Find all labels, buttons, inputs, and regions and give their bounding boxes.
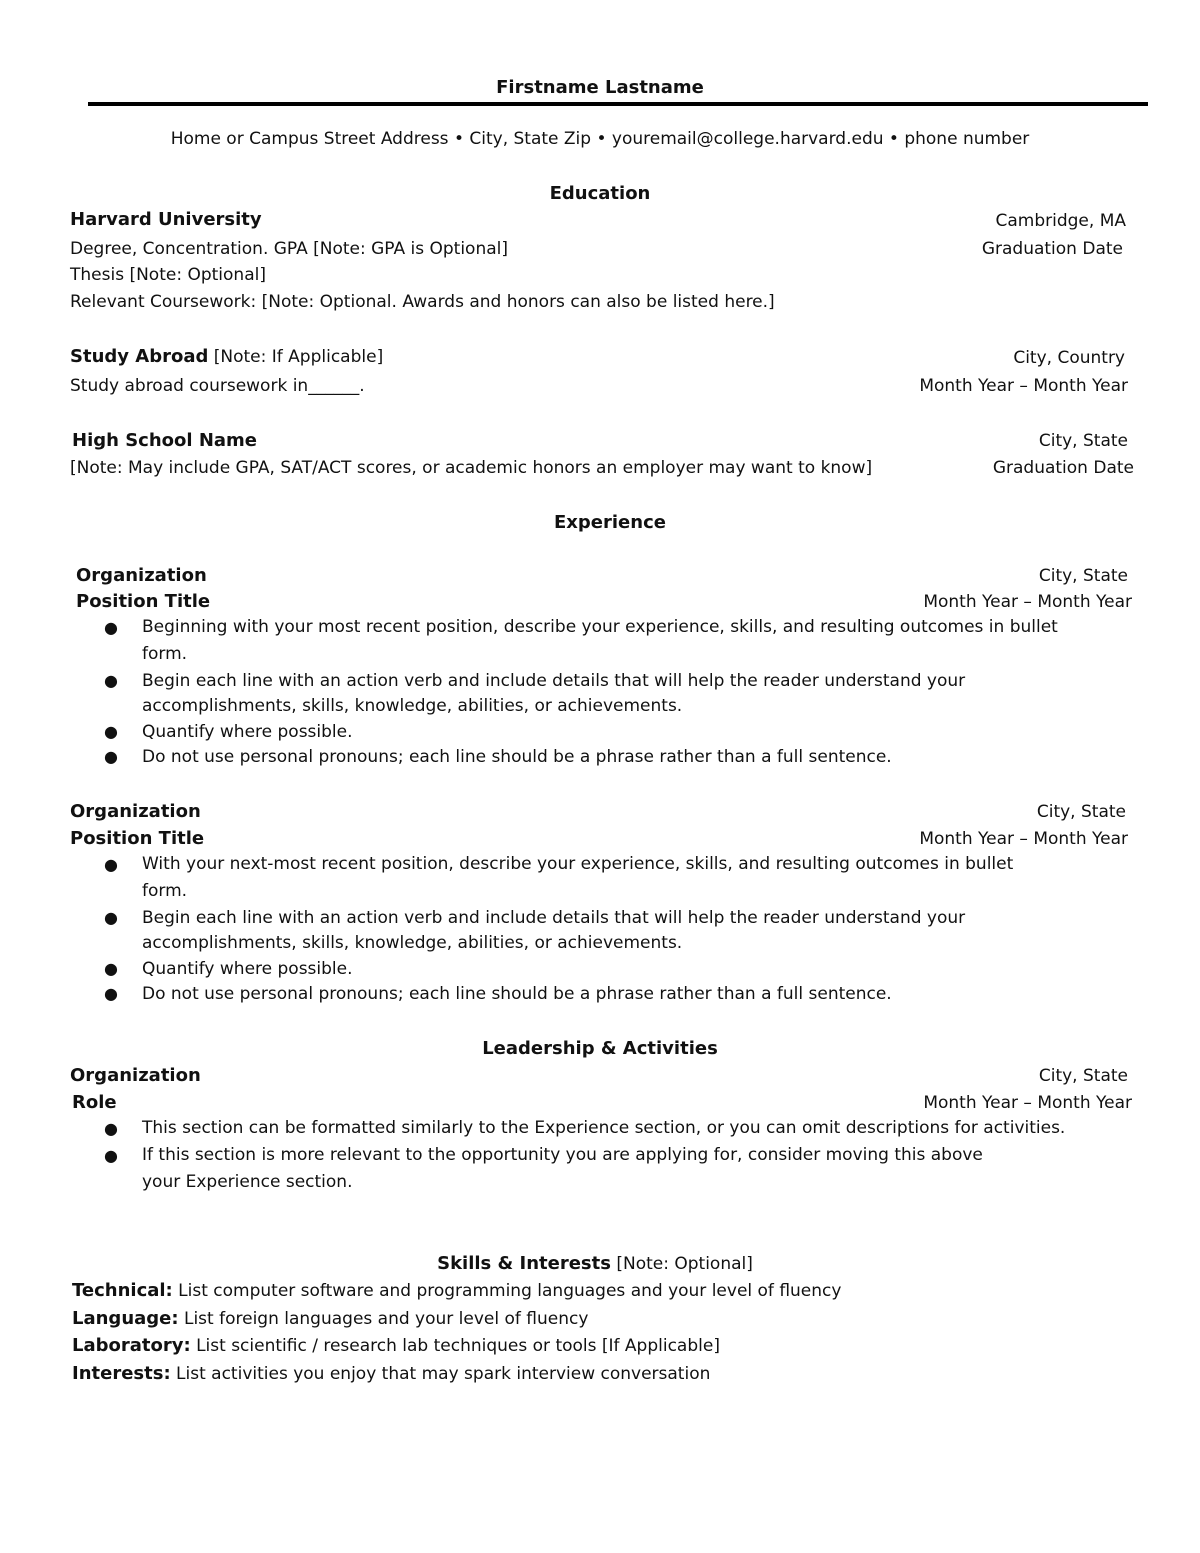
bullet-icon: ● (104, 908, 118, 927)
leadership-organization: Organization (70, 1065, 201, 1086)
skills-language: Language: List foreign languages and your level of fluency (72, 1308, 589, 1329)
job2-organization: Organization (70, 801, 201, 822)
job2-bullet-1: With your next-most recent position, describe your experience, skills, and resulting outcomes in bullet form. (142, 854, 1014, 901)
abroad-title: Study Abroad (70, 346, 209, 367)
harvard-degree: Degree, Concentration. GPA [Note: GPA is Optional] (70, 239, 508, 259)
job2-dates: Month Year – Month Year (919, 829, 1128, 849)
job2-bullet-4: Do not use personal pronouns; each line should be a phrase rather than a full sentence. (142, 984, 892, 1004)
job1-bullet-1: Beginning with your most recent position, describe your experience, skills, and resulting outcomes in bullet form. (142, 617, 1058, 664)
highschool-name: High School Name (72, 430, 257, 451)
skills-interests: Interests: List activities you enjoy that may spark interview conversation (72, 1363, 711, 1384)
header-rule (88, 102, 1148, 106)
abroad-dates: Month Year – Month Year (919, 376, 1128, 396)
harvard-location: Cambridge, MA (995, 211, 1126, 231)
leadership-dates: Month Year – Month Year (923, 1093, 1132, 1113)
leadership-location: City, State (1038, 1066, 1128, 1086)
job1-title: Position Title (76, 591, 211, 612)
contact-line: Home or Campus Street Address • City, State Zip • youremail@college.harvard.edu • phone number (170, 129, 1030, 149)
abroad-title-line (70, 348, 383, 366)
harvard-thesis: Thesis [Note: Optional] (70, 265, 266, 285)
abroad-coursework: Study abroad coursework in______. (70, 376, 365, 396)
experience-heading: Experience (554, 512, 666, 533)
bullet-icon: ● (104, 722, 118, 741)
bullet-icon: ● (104, 1146, 118, 1165)
harvard-coursework: Relevant Coursework: [Note: Optional. Awards and honors can also be listed here.] (70, 292, 775, 312)
job1-location: City, State (1038, 566, 1128, 586)
bullet-icon: ● (104, 618, 118, 637)
job1-organization: Organization (76, 565, 207, 586)
job1-bullet-3: Quantify where possible. (142, 722, 353, 742)
abroad-location: City, Country (1013, 348, 1125, 368)
job2-location: City, State (1036, 802, 1126, 822)
job2-bullet-2: Begin each line with an action verb and include details that will help the reader understand your accomplishments, skills, knowledge, abilities, or achievements. (142, 908, 966, 953)
highschool-location: City, State (1038, 431, 1128, 451)
bullet-icon: ● (104, 671, 118, 690)
abroad-note: [Note: If Applicable] (208, 347, 384, 367)
job1-bullet-2: Begin each line with an action verb and include details that will help the reader understand your accomplishments, skills, knowledge, abilities, or achievements. (142, 671, 966, 716)
harvard-date: Graduation Date (981, 239, 1123, 259)
leadership-heading: Leadership & Activities (482, 1038, 718, 1059)
leadership-bullet-1: This section can be formatted similarly to the Experience section, or you can omit descriptions for activities. (142, 1118, 1066, 1138)
bullet-icon: ● (104, 959, 118, 978)
job1-dates: Month Year – Month Year (923, 592, 1132, 612)
harvard-school: Harvard University (70, 209, 262, 230)
resume-name: Firstname Lastname (496, 77, 704, 98)
skills-heading-line (0, 1255, 1190, 1273)
skills-heading: Skills & Interests (437, 1253, 611, 1274)
highschool-note: [Note: May include GPA, SAT/ACT scores, or academic honors an employer may want to know] (70, 458, 873, 478)
education-heading: Education (549, 183, 651, 204)
highschool-date: Graduation Date (992, 458, 1134, 478)
job2-bullet-3: Quantify where possible. (142, 959, 353, 979)
bullet-icon: ● (104, 855, 118, 874)
leadership-role: Role (72, 1092, 117, 1113)
bullet-icon: ● (104, 984, 118, 1003)
skills-laboratory: Laboratory: List scientific / research lab techniques or tools [If Applicable] (72, 1335, 720, 1356)
skills-heading-note: [Note: Optional] (610, 1254, 753, 1274)
bullet-icon: ● (104, 747, 118, 766)
job1-bullet-4: Do not use personal pronouns; each line should be a phrase rather than a full sentence. (142, 747, 892, 767)
bullet-icon: ● (104, 1119, 118, 1138)
skills-technical: Technical: List computer software and programming languages and your level of fluency (72, 1280, 842, 1301)
job2-title: Position Title (70, 828, 205, 849)
leadership-bullet-2: If this section is more relevant to the opportunity you are applying for, consider moving this above your Experience section. (142, 1145, 983, 1192)
